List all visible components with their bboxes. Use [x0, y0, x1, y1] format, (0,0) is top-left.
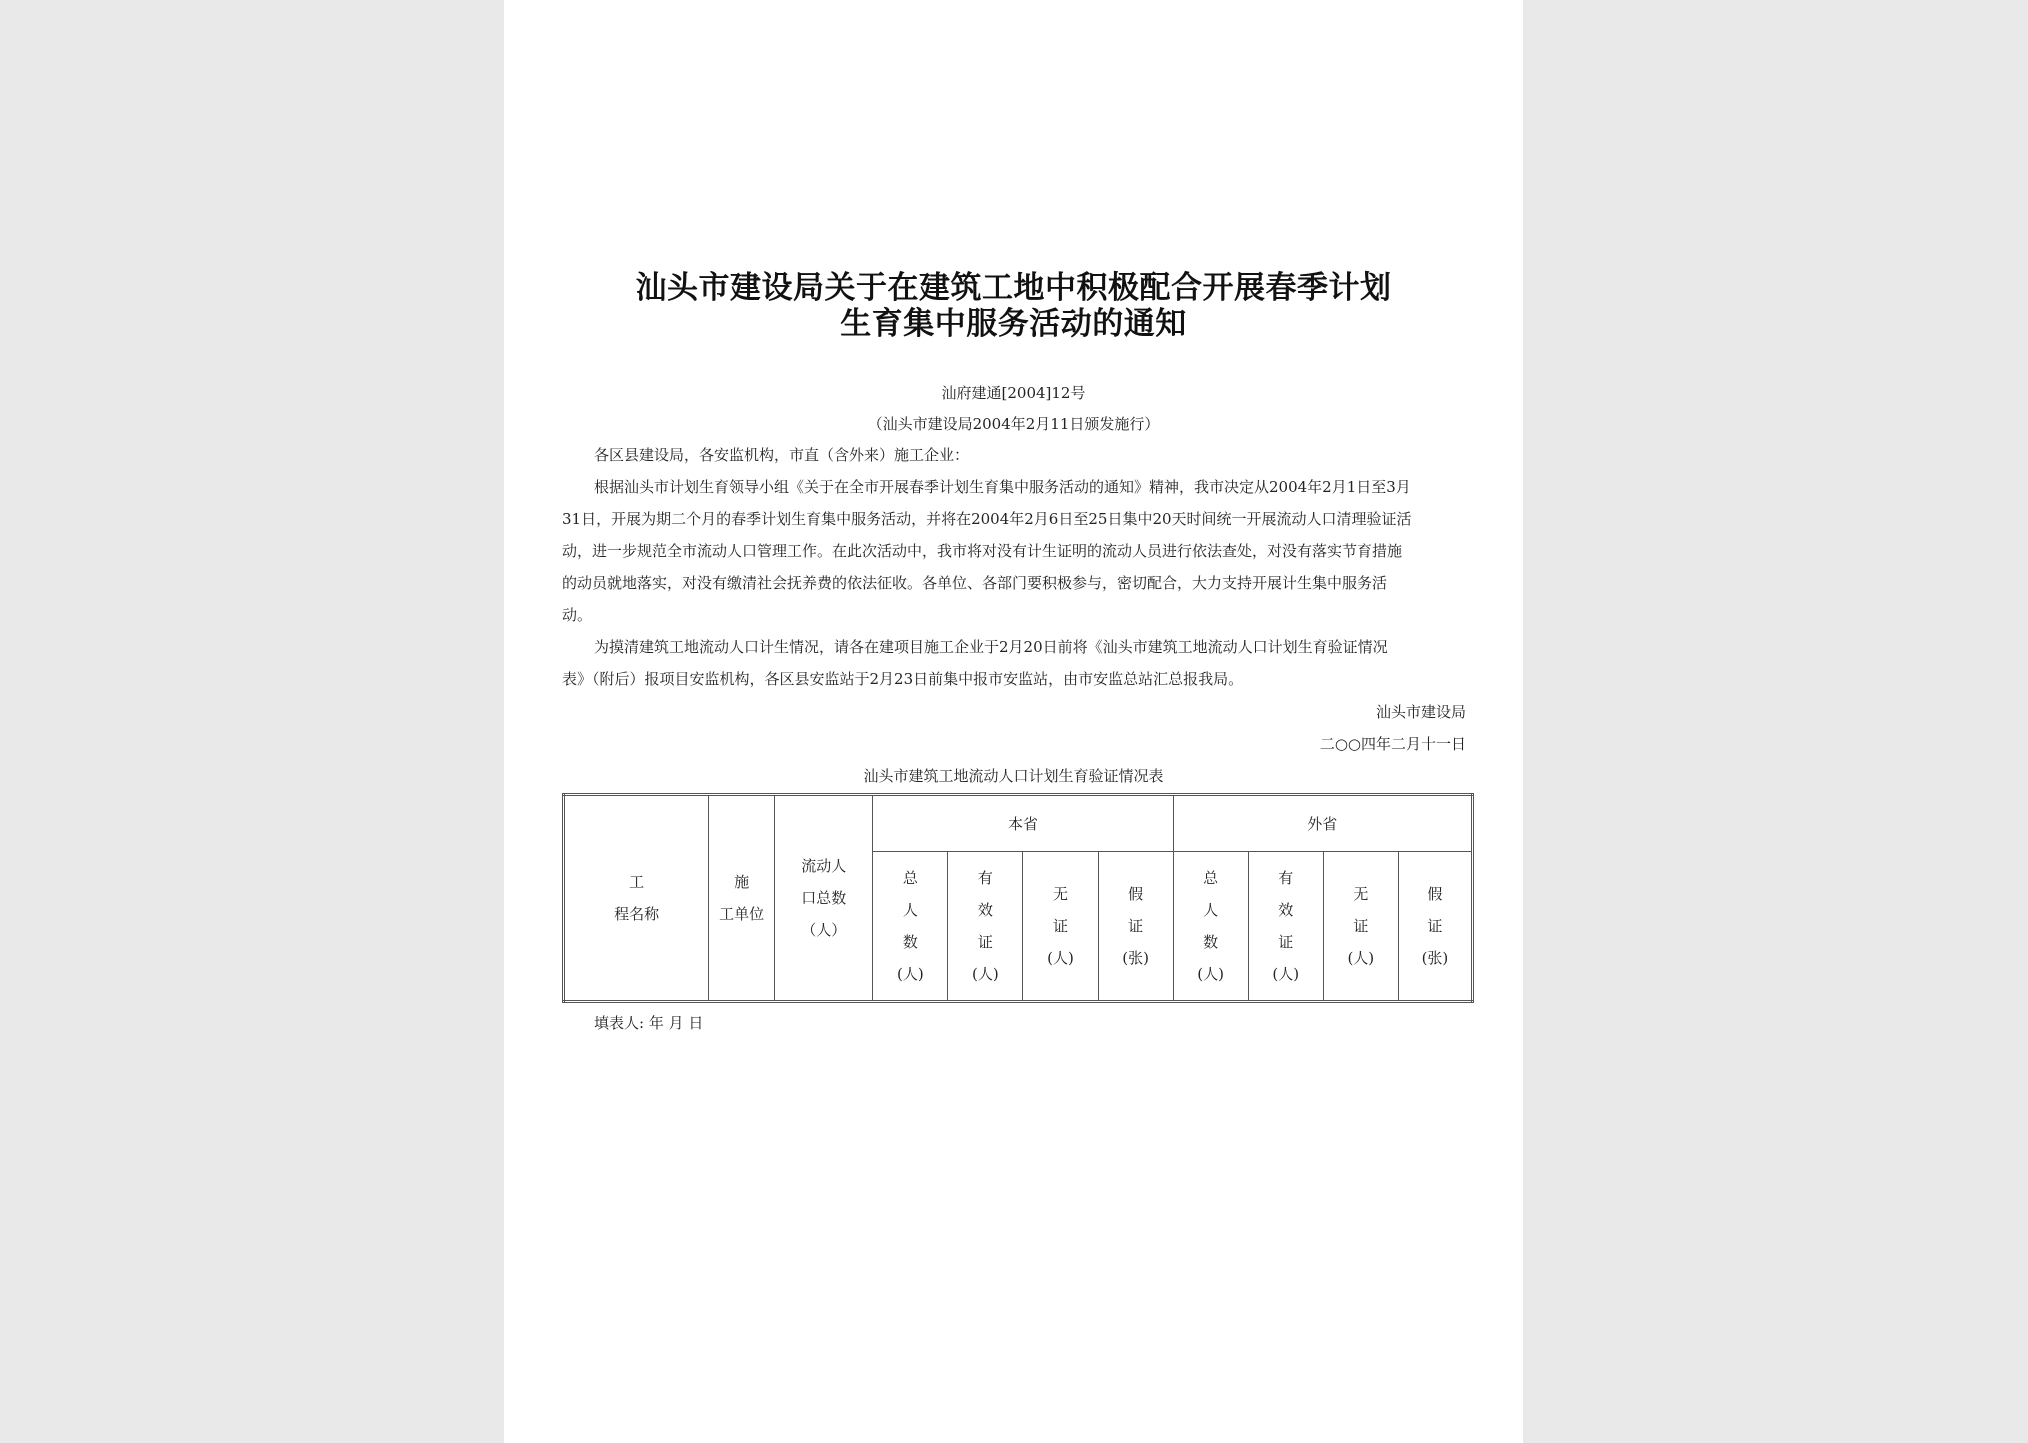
- document-number: 汕府建通[2004]12号: [941, 384, 1086, 402]
- header-local-total: 总 人 数 (人): [873, 852, 948, 1002]
- header-other-total: 总 人 数 (人): [1173, 852, 1248, 1002]
- issue-note: （汕头市建设局2004年2月11日颁发施行）: [867, 415, 1160, 433]
- document-page: [504, 0, 1523, 1443]
- header-group-local-province: 本省: [873, 795, 1173, 852]
- header-other-no-cert: 无 证 (人): [1323, 852, 1398, 1002]
- header-local-valid: 有 效 证 (人): [948, 852, 1023, 1002]
- addressee: 各区县建设局，各安监机构，市直（含外来）施工企业：: [594, 446, 970, 464]
- header-group-other-province: 外省: [1173, 795, 1472, 852]
- verification-form-table: [562, 793, 1474, 1003]
- document-date: 二○○四年二月十一日: [1319, 735, 1466, 753]
- paragraph1-line: 动。: [562, 606, 593, 624]
- paragraph2-line: 为摸清建筑工地流动人口计生情况，请各在建项目施工企业于2月20日前将《汕头市建筑工地流动人口计划生育验证情况: [594, 638, 1388, 656]
- header-local-fake-cert: 假 证 (张): [1098, 852, 1173, 1002]
- header-local-no-cert: 无 证 (人): [1023, 852, 1098, 1002]
- header-project-name: 工 程名称: [564, 795, 709, 1002]
- document-title-line2: 生育集中服务活动的通知: [840, 306, 1187, 342]
- header-construction-unit: 施 工单位: [709, 795, 775, 1002]
- paragraph1-line: 动，进一步规范全市流动人口管理工作。在此次活动中，我市将对没有计生证明的流动人员进行依法查处，对没有落实节育措施: [562, 542, 1403, 560]
- paragraph1-line: 根据汕头市计划生育领导小组《关于在全市开展春季计划生育集中服务活动的通知》精神，我市决定从2004年2月1日至3月: [594, 478, 1411, 496]
- header-other-fake-cert: 假 证 (张): [1398, 852, 1472, 1002]
- paragraph1-line: 31日，开展为期二个月的春季计划生育集中服务活动，并将在2004年2月6日至25日集中20天时间统一开展流动人口清理验证活: [562, 510, 1412, 528]
- paragraph2-line: 表》（附后）报项目安监机构，各区县安监站于2月23日前集中报市安监站，由市安监总站汇总报我局。: [562, 670, 1244, 688]
- paragraph1-line: 的动员就地落实，对没有缴清社会抚养费的依法征收。各单位、各部门要积极参与，密切配合，大力支持开展计生集中服务活: [562, 574, 1388, 592]
- form-filler-line: 填表人: 年 月 日: [594, 1014, 704, 1032]
- signature: 汕头市建设局: [1375, 703, 1466, 721]
- header-floating-population-total: 流动人 口总数 （人）: [775, 795, 873, 1002]
- form-title: 汕头市建筑工地流动人口计划生育验证情况表: [863, 767, 1164, 785]
- document-title-line1: 汕头市建设局关于在建筑工地中积极配合开展春季计划: [635, 270, 1392, 306]
- header-other-valid: 有 效 证 (人): [1248, 852, 1323, 1002]
